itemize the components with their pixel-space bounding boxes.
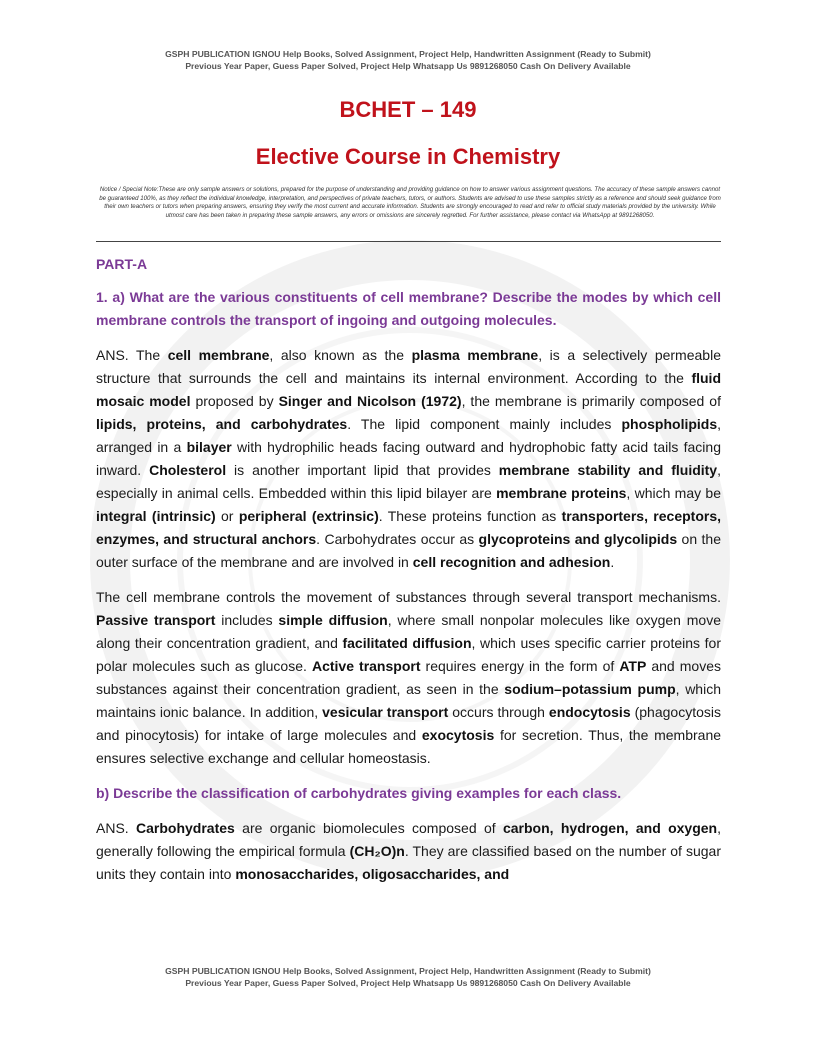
divider [96,241,721,242]
text-run: , especially in animal cells. Embedded within this lipid bilayer are [96,462,721,501]
bold-term: simple diffusion [278,612,388,628]
text-run: . [610,554,615,570]
answer-paragraph-1 [96,344,721,574]
bold-term: integral (intrinsic) [96,508,216,524]
bold-term: peripheral (extrinsic) [238,508,379,524]
footer-line-1: GSPH PUBLICATION IGNOU Help Books, Solved Assignment, Project Help, Handwritten Assignment (Ready to Submit) [165,966,651,976]
bold-term: glycoproteins and glycolipids [478,531,678,547]
bold-term: lipids, proteins, and carbohydrates [96,416,348,432]
text-run: . Carbohydrates occur as [316,531,479,547]
text-run: , is a selectively permeable structure that surrounds the cell and maintains its internal environment. According to the [96,347,721,386]
text-run: with hydrophilic heads facing outward and hydrophobic fatty acid tails facing inward. [96,439,721,478]
bold-term: bilayer [186,439,232,455]
bold-term: exocytosis [421,727,495,743]
text-run: (phagocytosis and pinocytosis) for intake of large molecules and [96,704,721,743]
text-run: proposed by [190,393,279,409]
footer-line-2: Previous Year Paper, Guess Paper Solved, Project Help Whatsapp Us 9891268050 Cash On Delivery Available [185,978,631,988]
text-run: , the membrane is primarily composed of [461,393,721,409]
text-run: , which may be [626,485,721,501]
header-line-2: Previous Year Paper, Guess Paper Solved, Project Help Whatsapp Us 9891268050 Cash On Delivery Available [185,61,631,71]
course-code-title: BCHET – 149 [339,97,477,122]
text-run: is another important lipid that provides [226,462,499,478]
text-run: for secretion. Thus, the membrane ensures selective exchange and cellular homeostasis. [96,727,722,766]
bold-term: ATP [619,658,647,674]
text-run: , arranged in a [96,416,722,455]
notice-text: Notice / Special Note:These are only sample answers or solutions, prepared for the purpose of understanding and providing guidance on how to answer various assignment questions. The accuracy of these sample answers cannot be guaranteed 100%, as they reflect the individual knowledge, interpretation, and perspectives of private teachers, tutors, or authors. Students are advised to use these samples strictly as a reference and should seek guidance from their own teachers or tutors when preparing answers, ensuring they verify the most current and accurate information. Students are strongly encouraged to read and refer to official study materials provided by the university. While utmost care has been taken in preparing these sample answers, any errors or omissions are sincerely regretted. For further assistance, please contact via WhatsApp at 9891268050. [99,186,721,219]
bold-term: sodium–potassium pump [504,681,676,697]
bold-term: cell recognition and adhesion [412,554,611,570]
bold-term: Cholesterol [149,462,227,478]
bold-term: monosaccharides, oligosaccharides, and [235,866,510,882]
bold-term: fluid mosaic model [96,370,721,409]
bold-term: vesicular transport [322,704,449,720]
header-line-1: GSPH PUBLICATION IGNOU Help Books, Solved Assignment, Project Help, Handwritten Assignment (Ready to Submit) [165,49,651,59]
text-run: , which uses specific carrier proteins for polar molecules such as glucose. [96,635,721,674]
page-header [0,48,816,72]
text-run: and moves substances against their concentration gradient, as seen in the [96,658,722,697]
text-run: requires energy in the form of [420,658,620,674]
answer-paragraph-2 [96,586,721,770]
text-run: are organic biomolecules composed of [234,820,503,836]
bold-term: plasma membrane [411,347,539,363]
bold-term: membrane stability and fluidity [498,462,718,478]
bold-term: Active transport [311,658,421,674]
text-run: . They are classified based on the number of sugar units they contain into [96,843,721,882]
page-footer [0,965,816,989]
bold-term: cell membrane [167,347,270,363]
bold-term: transporters, receptors, enzymes, and structural anchors [96,508,721,547]
part-heading: PART-A [96,256,148,272]
text-run: ANS. The [96,347,168,363]
bold-term: carbon, hydrogen, and oxygen [502,820,718,836]
bold-term: facilitated diffusion [342,635,472,651]
bold-term: endocytosis [548,704,631,720]
text-run: , also known as the [269,347,412,363]
text-run: , which maintains ionic balance. In addition, [96,681,721,720]
text-run: on the outer surface of the membrane and are involved in [96,531,721,570]
course-name-title: Elective Course in Chemistry [255,144,561,169]
bold-term: Singer and Nicolson (1972) [278,393,462,409]
question-1a: 1. a) What are the various constituents of cell membrane? Describe the modes by which cell membrane controls the transport of ingoing and outgoing molecules. [96,289,721,328]
text-run: , generally following the empirical formula [96,820,721,859]
question-1b: b) Describe the classification of carbohydrates giving examples for each class. [96,785,622,801]
text-run: . The lipid component mainly includes [347,416,622,432]
text-run: includes [215,612,279,628]
bold-term: (CH₂O)n [349,843,405,859]
text-run: occurs through [448,704,549,720]
text-run: ANS. [96,820,137,836]
bold-term: Carbohydrates [136,820,235,836]
text-run: or [215,508,239,524]
text-run: . These proteins function as [378,508,562,524]
text-run: The cell membrane controls the movement of substances through several transport mechanisms. [96,589,721,605]
answer-paragraph-3 [96,817,721,886]
bold-term: membrane proteins [496,485,627,501]
text-run: , where small nonpolar molecules like oxygen move along their concentration gradient, and [96,612,721,651]
document-body [96,256,721,898]
bold-term: Passive transport [96,612,216,628]
bold-term: phospholipids [621,416,718,432]
